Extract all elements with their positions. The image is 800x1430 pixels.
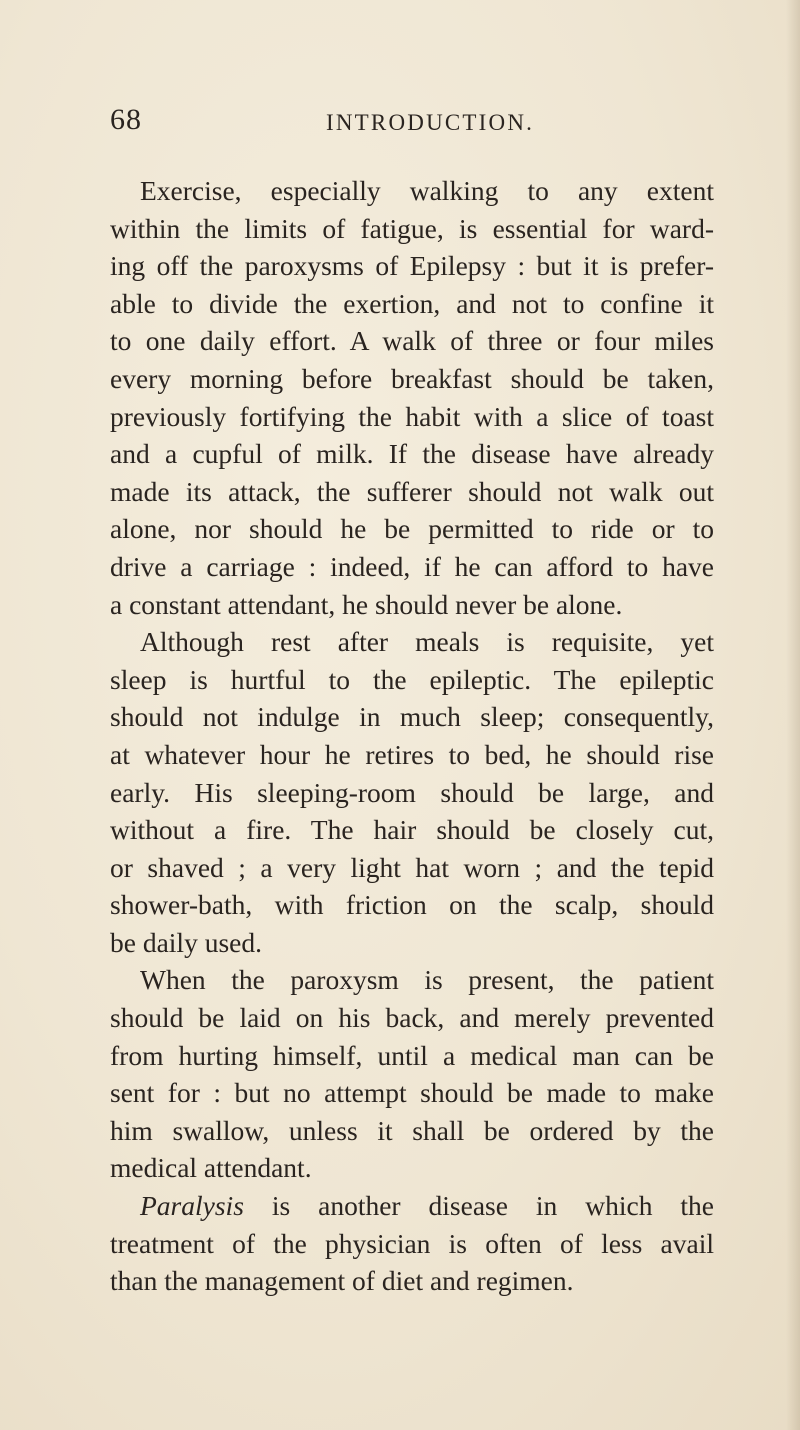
- text-line: be daily used.: [110, 926, 262, 958]
- paragraph-paroxysm: [110, 961, 714, 1187]
- running-head: INTRODUCTION.: [326, 110, 535, 135]
- text-line: treatment of the physician is often of less avail: [110, 1227, 714, 1259]
- text-line: to one daily effort. A walk of three or four miles: [110, 325, 714, 357]
- text-line: sent for : but no attempt should be made to make: [110, 1077, 714, 1109]
- page-number: 68: [110, 103, 142, 136]
- text-line: drive a carriage : indeed, if he can afford to have: [110, 550, 714, 582]
- text-line: sleep is hurtful to the epileptic. The epileptic: [110, 663, 714, 695]
- text-line: a constant attendant, he should never be alone.: [110, 588, 623, 620]
- page-header: [110, 100, 730, 150]
- text-fragment: is another disease in which the: [243, 1190, 714, 1222]
- text-line: should be laid on his back, and merely prevented: [110, 1002, 714, 1034]
- text-line: ing off the paroxysms of Epilepsy : but it is prefer-: [110, 250, 714, 282]
- text-line: or shaved ; a very light hat worn ; and the tepid: [110, 851, 714, 883]
- text-line: medical attendant.: [110, 1152, 312, 1184]
- paragraph-exercise: [110, 172, 714, 623]
- italic-term: Paralysis: [140, 1190, 244, 1222]
- text-line: from hurting himself, until a medical man can be: [110, 1039, 714, 1071]
- text-line: early. His sleeping-room should be large, and: [110, 776, 714, 808]
- body-text: [110, 172, 714, 1300]
- text-line: him swallow, unless it shall be ordered by the: [110, 1114, 714, 1146]
- text-line: shower-bath, with friction on the scalp, should: [110, 889, 714, 921]
- paragraph-sleep: [110, 623, 714, 961]
- text-line: at whatever hour he retires to bed, he should rise: [110, 738, 714, 770]
- text-line: every morning before breakfast should be taken,: [110, 362, 714, 394]
- text-line: made its attack, the sufferer should not walk out: [110, 475, 714, 507]
- paragraph-paralysis: [110, 1187, 714, 1300]
- text-line: alone, nor should he be permitted to ride or to: [110, 513, 714, 545]
- text-line: than the management of diet and regimen.: [110, 1265, 574, 1297]
- text-line: and a cupful of milk. If the disease have already: [110, 438, 714, 470]
- text-line: Exercise, especially walking to any extent: [140, 175, 714, 206]
- text-line: able to divide the exertion, and not to confine it: [110, 287, 714, 319]
- text-line: When the paroxysm is present, the patient: [140, 964, 714, 996]
- text-line: within the limits of fatigue, is essential for ward-: [110, 212, 714, 244]
- text-line: should not indulge in much sleep; consequently,: [110, 701, 714, 733]
- text-line: [110, 1187, 714, 1225]
- text-line: previously fortifying the habit with a slice of toast: [110, 400, 714, 432]
- text-line: without a fire. The hair should be closely cut,: [110, 814, 714, 846]
- text-line: Although rest after meals is requisite, yet: [140, 626, 714, 658]
